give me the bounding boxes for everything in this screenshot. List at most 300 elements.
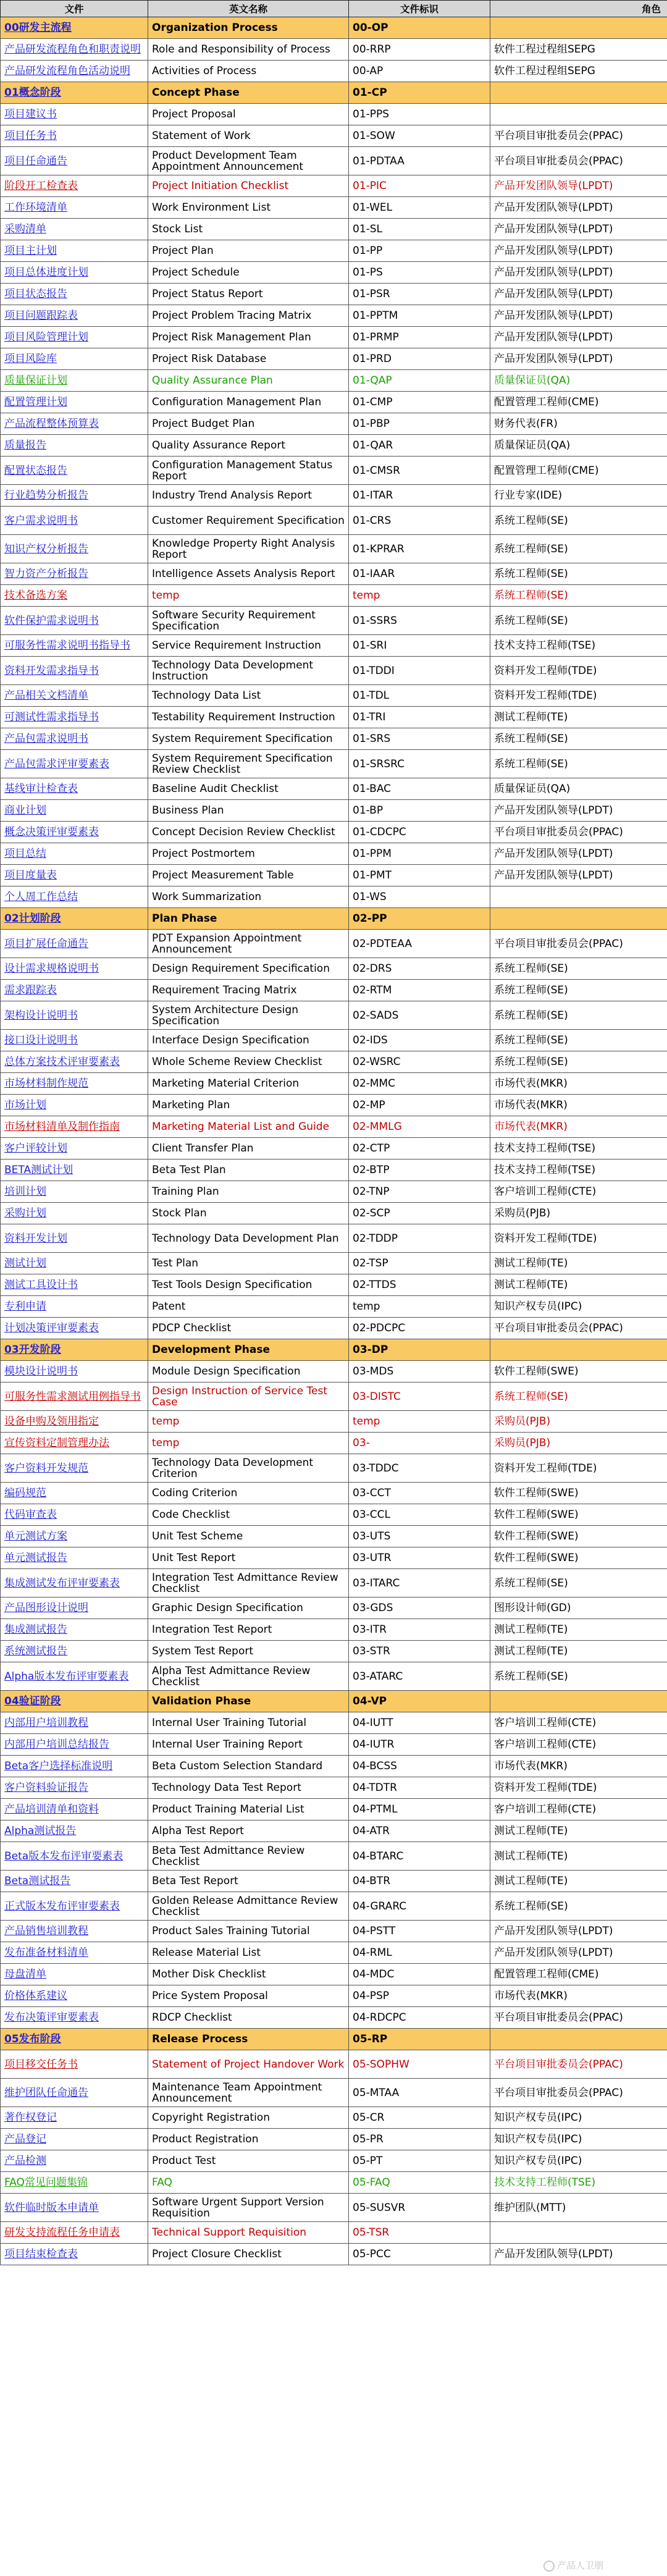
- table-row: [1, 2079, 667, 2107]
- role: 系统工程师(SE): [490, 1001, 667, 1030]
- file-id: 04-RDCPC: [349, 2007, 490, 2029]
- file-id: 01-SRSRC: [349, 750, 490, 778]
- file-id: temp: [349, 585, 490, 607]
- table-row: [1, 2129, 667, 2150]
- table-row: [1, 2050, 667, 2079]
- table-row: [1, 2244, 667, 2265]
- table-row: [1, 607, 667, 635]
- english-name: Integration Test Admittance Review Checklist: [148, 1569, 349, 1597]
- file-name-link[interactable]: 集成测试发布评审要素表: [1, 1569, 148, 1597]
- file-name-link[interactable]: 市场计划: [1, 1095, 148, 1116]
- table-row: [1, 147, 667, 175]
- table-row: [1, 1296, 667, 1318]
- file-name-link[interactable]: 市场材料制作规范: [1, 1073, 148, 1095]
- file-name-link[interactable]: 可服务性需求测试用例指导书: [1, 1383, 148, 1411]
- file-name-link[interactable]: 总体方案技术评审要素表: [1, 1051, 148, 1073]
- english-name: Activities of Process: [148, 61, 349, 82]
- role: 产品开发团队领导(LPDT): [490, 327, 667, 348]
- file-id: 04-BTARC: [349, 1842, 490, 1871]
- file-name-link[interactable]: 资料开发需求指导书: [1, 657, 148, 685]
- role: 客户培训工程师(CTE): [490, 1799, 667, 1820]
- file-name-link[interactable]: 项目状态报告: [1, 284, 148, 305]
- role: 采购员(PJB): [490, 1433, 667, 1454]
- table-row: [1, 61, 667, 82]
- header-role: 角色: [490, 1, 667, 17]
- file-name-link[interactable]: 软件临时版本申请单: [1, 2194, 148, 2222]
- role: 配置管理工程师(CME): [490, 1964, 667, 1985]
- file-name-link[interactable]: 接口设计说明书: [1, 1030, 148, 1051]
- english-name: Marketing Material Criterion: [148, 1073, 349, 1095]
- file-id: 05-SOPHW: [349, 2050, 490, 2079]
- table-row: [1, 392, 667, 413]
- file-name-link[interactable]: 价格体系建议: [1, 1985, 148, 2007]
- english-name: Quality Assurance Plan: [148, 370, 349, 392]
- file-name-link[interactable]: 采购清单: [1, 219, 148, 240]
- english-name: Product Test: [148, 2150, 349, 2172]
- role: 产品开发团队领导(LPDT): [490, 843, 667, 865]
- file-name-link[interactable]: 配置状态报告: [1, 457, 148, 485]
- role: [490, 17, 667, 39]
- table-row: [1, 1547, 667, 1569]
- role: 市场代表(MKR): [490, 1073, 667, 1095]
- english-name: Organization Process: [148, 17, 349, 39]
- file-name-link[interactable]: Beta测试报告: [1, 1871, 148, 1892]
- table-row: [1, 413, 667, 435]
- file-name-link[interactable]: 产品图形设计说明: [1, 1597, 148, 1619]
- table-row: [1, 1203, 667, 1224]
- english-name: Whole Scheme Review Checklist: [148, 1051, 349, 1073]
- file-id: 03-: [349, 1433, 490, 1454]
- role: 测试工程师(TE): [490, 1253, 667, 1274]
- file-name-link[interactable]: 项目总结: [1, 843, 148, 865]
- file-name-link[interactable]: 产品包需求说明书: [1, 728, 148, 750]
- table-row: [1, 1641, 667, 1662]
- english-name: Release Process: [148, 2029, 349, 2050]
- table-row: [1, 485, 667, 507]
- role: 市场代表(MKR): [490, 1756, 667, 1777]
- file-name-link[interactable]: 产品销售培训教程: [1, 1921, 148, 1942]
- file-name-link[interactable]: 单元测试报告: [1, 1547, 148, 1569]
- file-name-link[interactable]: Alpha测试报告: [1, 1820, 148, 1842]
- file-id: 00-RRP: [349, 39, 490, 61]
- file-id: temp: [349, 1411, 490, 1433]
- english-name: Beta Test Report: [148, 1871, 349, 1892]
- file-id: 01-WEL: [349, 197, 490, 219]
- file-name-link[interactable]: 内部用户培训总结报告: [1, 1734, 148, 1756]
- english-name: Unit Test Report: [148, 1547, 349, 1569]
- file-id: 01-SSRS: [349, 607, 490, 635]
- english-name: Patent: [148, 1296, 349, 1318]
- file-id: 02-DRS: [349, 958, 490, 980]
- table-row: [1, 778, 667, 800]
- table-row: [1, 1526, 667, 1547]
- file-id: 02-MP: [349, 1095, 490, 1116]
- file-id: 01-SL: [349, 219, 490, 240]
- file-name-link[interactable]: 集成测试报告: [1, 1619, 148, 1641]
- table-row: [1, 1051, 667, 1073]
- table-row: [1, 2150, 667, 2172]
- role: 知识产权专员(IPC): [490, 2129, 667, 2150]
- english-name: Requirement Tracing Matrix: [148, 980, 349, 1001]
- english-name: Module Design Specification: [148, 1361, 349, 1383]
- table-row: [1, 1842, 667, 1871]
- phase-row: [1, 1691, 667, 1712]
- file-name-link[interactable]: 配置管理计划: [1, 392, 148, 413]
- file-name-link[interactable]: 单元测试方案: [1, 1526, 148, 1547]
- file-name-link[interactable]: 培训计划: [1, 1181, 148, 1203]
- english-name: Price System Proposal: [148, 1985, 349, 2007]
- file-id: 01-CP: [349, 82, 490, 104]
- file-id: 03-GDS: [349, 1597, 490, 1619]
- english-name: Design Instruction of Service Test Case: [148, 1383, 349, 1411]
- table-row: [1, 800, 667, 822]
- table-row: [1, 1224, 667, 1253]
- file-name-link[interactable]: BETA测试计划: [1, 1160, 148, 1181]
- english-name: Configuration Management Status Report: [148, 457, 349, 485]
- table-row: [1, 1253, 667, 1274]
- role: 技术支持工程师(TSE): [490, 1160, 667, 1181]
- file-name-link[interactable]: 软件保护需求说明书: [1, 607, 148, 635]
- file-name-link[interactable]: 客户评较计划: [1, 1138, 148, 1160]
- table-row: [1, 2007, 667, 2029]
- english-name: Product Development Team Appointment Announcement: [148, 147, 349, 175]
- file-name-link[interactable]: 产品研发流程角色和职责说明: [1, 39, 148, 61]
- file-id: 03-STR: [349, 1641, 490, 1662]
- table-row: [1, 2107, 667, 2129]
- table-row: [1, 728, 667, 750]
- file-id: 01-PRMP: [349, 327, 490, 348]
- role: 市场代表(MKR): [490, 1985, 667, 2007]
- file-id: 04-MDC: [349, 1964, 490, 1985]
- english-name: Beta Test Plan: [148, 1160, 349, 1181]
- role: 平台项目审批委员会(PPAC): [490, 930, 667, 958]
- file-id: 01-KPRAR: [349, 535, 490, 563]
- english-name: Work Environment List: [148, 197, 349, 219]
- file-name-link[interactable]: 03开发阶段: [1, 1339, 148, 1361]
- file-id: 03-UTR: [349, 1547, 490, 1569]
- table-row: [1, 1095, 667, 1116]
- file-name-link[interactable]: 系统测试报告: [1, 1641, 148, 1662]
- file-name-link[interactable]: 模块设计说明书: [1, 1361, 148, 1383]
- file-name-link[interactable]: 智力资产分析报告: [1, 563, 148, 585]
- english-name: Project Risk Management Plan: [148, 327, 349, 348]
- english-name: Project Status Report: [148, 284, 349, 305]
- file-id: 05-SUSVR: [349, 2194, 490, 2222]
- file-name-link[interactable]: 设备申购及领用指定: [1, 1411, 148, 1433]
- english-name: temp: [148, 585, 349, 607]
- table-row: [1, 1712, 667, 1734]
- file-name-link[interactable]: 项目度量表: [1, 865, 148, 886]
- file-name-link[interactable]: 项目主计划: [1, 240, 148, 262]
- english-name: Validation Phase: [148, 1691, 349, 1712]
- file-id: 02-BTP: [349, 1160, 490, 1181]
- file-name-link[interactable]: 可服务性需求说明书指导书: [1, 635, 148, 657]
- role: 系统工程师(SE): [490, 1383, 667, 1411]
- table-row: [1, 2194, 667, 2222]
- file-name-link[interactable]: 采购计划: [1, 1203, 148, 1224]
- english-name: Stock Plan: [148, 1203, 349, 1224]
- english-name: Integration Test Report: [148, 1619, 349, 1641]
- table-row: [1, 1777, 667, 1799]
- file-name-link[interactable]: 产品研发流程角色活动说明: [1, 61, 148, 82]
- file-name-link[interactable]: 发布准备材料清单: [1, 1942, 148, 1964]
- file-name-link[interactable]: 概念决策评审要素表: [1, 822, 148, 843]
- file-name-link[interactable]: 商业计划: [1, 800, 148, 822]
- file-name-link[interactable]: 产品检测: [1, 2150, 148, 2172]
- role: 产品开发团队领导(LPDT): [490, 1921, 667, 1942]
- file-id: 01-CDCPC: [349, 822, 490, 843]
- file-name-link[interactable]: 阶段开工检查表: [1, 175, 148, 197]
- file-name-link[interactable]: Beta客户选择标准说明: [1, 1756, 148, 1777]
- english-name: Project Problem Tracing Matrix: [148, 305, 349, 327]
- table-row: [1, 39, 667, 61]
- role: 测试工程师(TE): [490, 707, 667, 728]
- role: 资料开发工程师(TDE): [490, 657, 667, 685]
- file-name-link[interactable]: 项目任命通告: [1, 147, 148, 175]
- file-name-link[interactable]: 项目结束检查表: [1, 2244, 148, 2265]
- file-name-link[interactable]: 架构设计说明书: [1, 1001, 148, 1030]
- file-id: 03-ITR: [349, 1619, 490, 1641]
- table-row: [1, 1483, 667, 1504]
- file-name-link[interactable]: 专利申请: [1, 1296, 148, 1318]
- file-id: 01-PBP: [349, 413, 490, 435]
- table-row: [1, 262, 667, 284]
- phase-row: [1, 1339, 667, 1361]
- role: 测试工程师(TE): [490, 1641, 667, 1662]
- table-row: [1, 1433, 667, 1454]
- english-name: Statement of Project Handover Work: [148, 2050, 349, 2079]
- file-name-link[interactable]: FAQ常见问题集锦: [1, 2172, 148, 2194]
- role: 软件工程师(SWE): [490, 1504, 667, 1526]
- file-name-link[interactable]: 内部用户培训教程: [1, 1712, 148, 1734]
- role: [490, 1339, 667, 1361]
- table-row: [1, 1504, 667, 1526]
- table-row: [1, 1160, 667, 1181]
- table-row: [1, 327, 667, 348]
- table-row: [1, 435, 667, 457]
- english-name: Project Proposal: [148, 104, 349, 125]
- english-name: System Requirement Specification Review Checklist: [148, 750, 349, 778]
- english-name: FAQ: [148, 2172, 349, 2194]
- file-name-link[interactable]: 研发支持流程任务申请表: [1, 2222, 148, 2244]
- table-row: [1, 1942, 667, 1964]
- english-name: Copyright Registration: [148, 2107, 349, 2129]
- file-name-link[interactable]: 代码审查表: [1, 1504, 148, 1526]
- file-id: 03-MDS: [349, 1361, 490, 1383]
- role: 产品开发团队领导(LPDT): [490, 348, 667, 370]
- table-row: [1, 1734, 667, 1756]
- english-name: Coding Criterion: [148, 1483, 349, 1504]
- english-name: Technology Data Test Report: [148, 1777, 349, 1799]
- file-name-link[interactable]: 01概念阶段: [1, 82, 148, 104]
- role: 产品开发团队领导(LPDT): [490, 2244, 667, 2265]
- english-name: Test Tools Design Specification: [148, 1274, 349, 1296]
- file-name-link[interactable]: 维护团队任命通告: [1, 2079, 148, 2107]
- role: 市场代表(MKR): [490, 1095, 667, 1116]
- file-name-link[interactable]: 基线审计检查表: [1, 778, 148, 800]
- file-name-link[interactable]: 行业趋势分析报告: [1, 485, 148, 507]
- file-name-link[interactable]: 产品培训清单和资料: [1, 1799, 148, 1820]
- phase-row: [1, 908, 667, 930]
- file-id: 01-TRI: [349, 707, 490, 728]
- file-name-link[interactable]: 编码规范: [1, 1483, 148, 1504]
- role: 产品开发团队领导(LPDT): [490, 175, 667, 197]
- file-name-link[interactable]: 需求跟踪表: [1, 980, 148, 1001]
- file-name-link[interactable]: 02计划阶段: [1, 908, 148, 930]
- file-name-link[interactable]: 个人周工作总结: [1, 886, 148, 908]
- file-name-link[interactable]: 计划决策评审要素表: [1, 1318, 148, 1339]
- english-name: temp: [148, 1433, 349, 1454]
- file-id: 04-BTR: [349, 1871, 490, 1892]
- table-row: [1, 1318, 667, 1339]
- english-name: Marketing Plan: [148, 1095, 349, 1116]
- file-id: 02-TSP: [349, 1253, 490, 1274]
- english-name: System Test Report: [148, 1641, 349, 1662]
- file-name-link[interactable]: 母盘清单: [1, 1964, 148, 1985]
- role: 市场代表(MKR): [490, 1116, 667, 1138]
- file-id: 04-RML: [349, 1942, 490, 1964]
- english-name: Client Transfer Plan: [148, 1138, 349, 1160]
- file-id: 04-ATR: [349, 1820, 490, 1842]
- table-row: [1, 1892, 667, 1921]
- file-id: 05-PR: [349, 2129, 490, 2150]
- file-name-link[interactable]: 质量报告: [1, 435, 148, 457]
- file-name-link[interactable]: 00研发主流程: [1, 17, 148, 39]
- file-name-link[interactable]: 项目风险管理计划: [1, 327, 148, 348]
- file-name-link[interactable]: Alpha版本发布评审要素表: [1, 1662, 148, 1691]
- role: 平台项目审批委员会(PPAC): [490, 2050, 667, 2079]
- file-id: 01-PPTM: [349, 305, 490, 327]
- file-name-link[interactable]: 客户资料开发规范: [1, 1454, 148, 1483]
- file-id: 00-AP: [349, 61, 490, 82]
- file-name-link[interactable]: 著作权登记: [1, 2107, 148, 2129]
- file-id: 01-TDDI: [349, 657, 490, 685]
- file-id: 03-UTS: [349, 1526, 490, 1547]
- file-id: 04-PSP: [349, 1985, 490, 2007]
- file-name-link[interactable]: 项目扩展任命通告: [1, 930, 148, 958]
- file-name-link[interactable]: 测试工具设计书: [1, 1274, 148, 1296]
- table-row: [1, 886, 667, 908]
- file-name-link[interactable]: 项目总体进度计划: [1, 262, 148, 284]
- role: [490, 2029, 667, 2050]
- file-name-link[interactable]: 设计需求规格说明书: [1, 958, 148, 980]
- table-row: [1, 1597, 667, 1619]
- file-id: 04-VP: [349, 1691, 490, 1712]
- english-name: Release Material List: [148, 1942, 349, 1964]
- english-name: Software Urgent Support Version Requisition: [148, 2194, 349, 2222]
- role: [490, 82, 667, 104]
- role: 软件工程师(SWE): [490, 1526, 667, 1547]
- file-name-link[interactable]: 技术备选方案: [1, 585, 148, 607]
- file-id: 02-WSRC: [349, 1051, 490, 1073]
- table-row: [1, 219, 667, 240]
- table-row: [1, 305, 667, 327]
- file-id: 04-IUTT: [349, 1712, 490, 1734]
- role: 软件工程过程组SEPG: [490, 61, 667, 82]
- file-name-link[interactable]: 可测试性需求指导书: [1, 707, 148, 728]
- english-name: Product Registration: [148, 2129, 349, 2150]
- file-name-link[interactable]: 客户资料验证报告: [1, 1777, 148, 1799]
- role: 系统工程师(SE): [490, 1051, 667, 1073]
- file-name-link[interactable]: 宣传资料定制管理办法: [1, 1433, 148, 1454]
- role: 资料开发工程师(TDE): [490, 1224, 667, 1253]
- file-name-link[interactable]: 产品流程整体预算表: [1, 413, 148, 435]
- file-id: 01-BP: [349, 800, 490, 822]
- file-name-link[interactable]: 05发布阶段: [1, 2029, 148, 2050]
- role: 财务代表(FR): [490, 413, 667, 435]
- file-name-link[interactable]: 市场材料清单及制作指南: [1, 1116, 148, 1138]
- table-row: [1, 1799, 667, 1820]
- file-name-link[interactable]: 04验证阶段: [1, 1691, 148, 1712]
- role: [490, 2222, 667, 2244]
- file-name-link[interactable]: Beta版本发布评审要素表: [1, 1842, 148, 1871]
- table-row: [1, 535, 667, 563]
- english-name: Product Training Material List: [148, 1799, 349, 1820]
- file-name-link[interactable]: 正式版本发布评审要素表: [1, 1892, 148, 1921]
- table-row: [1, 1820, 667, 1842]
- file-id: 03-DP: [349, 1339, 490, 1361]
- file-name-link[interactable]: 质量保证计划: [1, 370, 148, 392]
- english-name: Project Measurement Table: [148, 865, 349, 886]
- file-name-link[interactable]: 项目任务书: [1, 125, 148, 147]
- table-row: [1, 635, 667, 657]
- file-name-link[interactable]: 测试计划: [1, 1253, 148, 1274]
- table-row: [1, 457, 667, 485]
- file-id: 01-SOW: [349, 125, 490, 147]
- file-name-link[interactable]: 资料开发计划: [1, 1224, 148, 1253]
- role: 系统工程师(SE): [490, 750, 667, 778]
- role: 系统工程师(SE): [490, 1030, 667, 1051]
- table-row: [1, 843, 667, 865]
- file-name-link[interactable]: 项目移交任务书: [1, 2050, 148, 2079]
- english-name: Business Plan: [148, 800, 349, 822]
- role: 平台项目审批委员会(PPAC): [490, 1318, 667, 1339]
- role: 系统工程师(SE): [490, 1892, 667, 1921]
- file-id: 02-TTDS: [349, 1274, 490, 1296]
- english-name: Testability Requirement Instruction: [148, 707, 349, 728]
- file-id: 01-ITAR: [349, 485, 490, 507]
- role: 产品开发团队领导(LPDT): [490, 800, 667, 822]
- role: 系统工程师(SE): [490, 980, 667, 1001]
- file-name-link[interactable]: 客户需求说明书: [1, 507, 148, 535]
- english-name: Customer Requirement Specification: [148, 507, 349, 535]
- table-row: [1, 2222, 667, 2244]
- file-name-link[interactable]: 产品包需求评审要素表: [1, 750, 148, 778]
- english-name: RDCP Checklist: [148, 2007, 349, 2029]
- file-name-link[interactable]: 工作环境清单: [1, 197, 148, 219]
- english-name: Baseline Audit Checklist: [148, 778, 349, 800]
- english-name: Plan Phase: [148, 908, 349, 930]
- file-id: 01-WS: [349, 886, 490, 908]
- table-row: [1, 1454, 667, 1483]
- file-id: 04-IUTR: [349, 1734, 490, 1756]
- file-name-link[interactable]: 项目建议书: [1, 104, 148, 125]
- role: 产品开发团队领导(LPDT): [490, 197, 667, 219]
- english-name: Service Requirement Instruction: [148, 635, 349, 657]
- role: 平台项目审批委员会(PPAC): [490, 2007, 667, 2029]
- file-name-link[interactable]: 发布决策评审要素表: [1, 2007, 148, 2029]
- english-name: Beta Custom Selection Standard: [148, 1756, 349, 1777]
- file-name-link[interactable]: 产品登记: [1, 2129, 148, 2150]
- english-name: Statement of Work: [148, 125, 349, 147]
- role: 平台项目审批委员会(PPAC): [490, 822, 667, 843]
- file-name-link[interactable]: 项目风险库: [1, 348, 148, 370]
- file-name-link[interactable]: 产品相关文档清单: [1, 685, 148, 707]
- file-name-link[interactable]: 项目问题跟踪表: [1, 305, 148, 327]
- table-row: [1, 1921, 667, 1942]
- file-name-link[interactable]: 知识产权分析报告: [1, 535, 148, 563]
- role: 技术支持工程师(TSE): [490, 2172, 667, 2194]
